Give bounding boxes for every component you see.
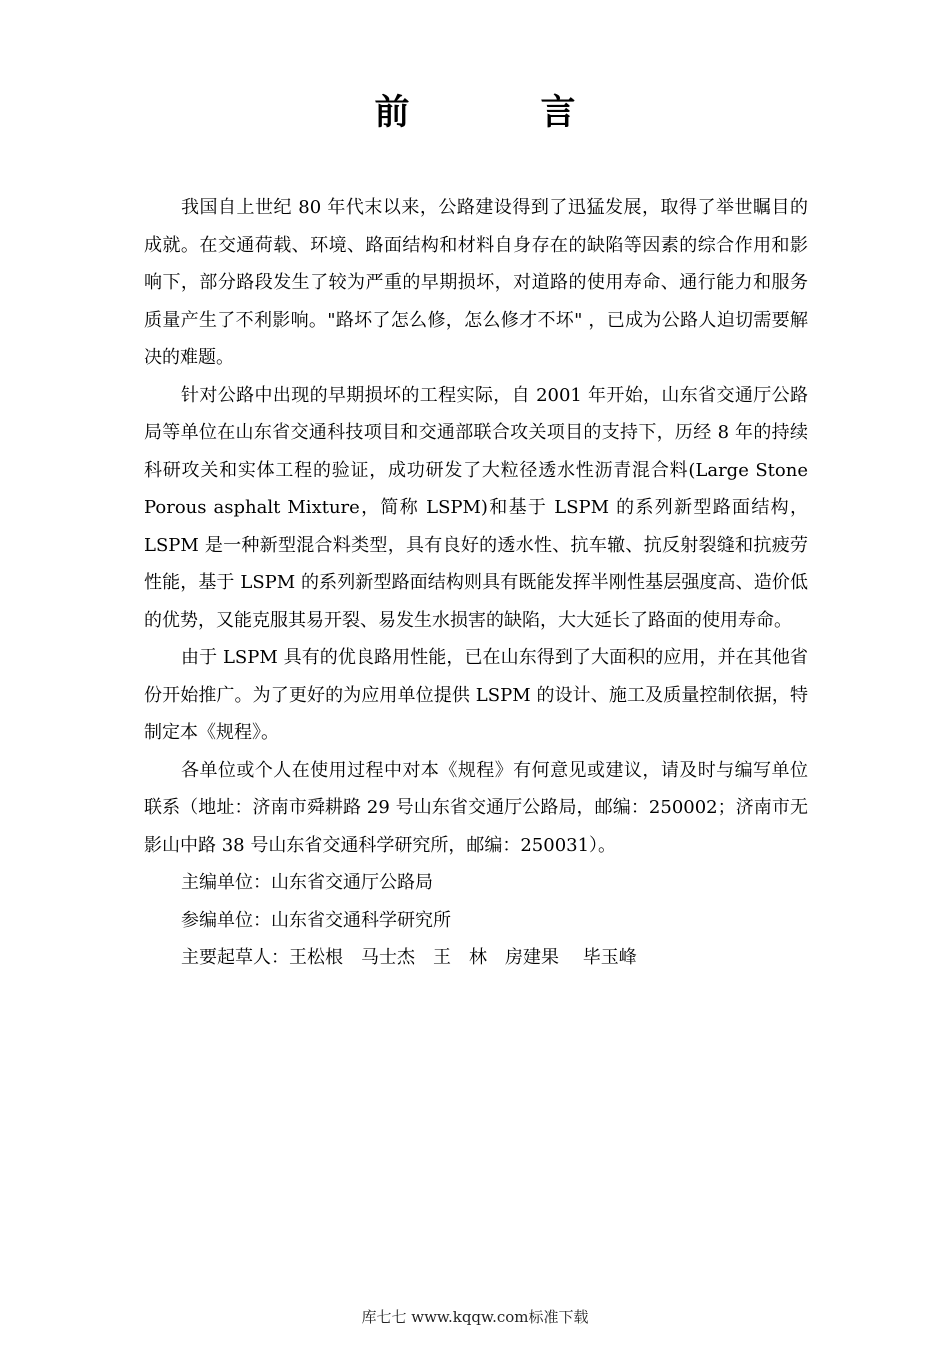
- main-drafters: 主要起草人：王松根 马士杰 王 林 房建果 毕玉峰: [181, 947, 637, 968]
- paragraph-3: 由于 LSPM 具有的优良路用性能，已在山东得到了大面积的应用，并在其他省份开始推广。为了更好的为应用单位提供 LSPM 的设计、施工及质量控制依据，特制定本《规程》。: [144, 647, 808, 743]
- page-title: 前 言: [374, 93, 624, 133]
- paragraph-2: 针对公路中出现的早期损坏的工程实际，自 2001 年开始，山东省交通厅公路局等单位在山东省交通科技项目和交通部联合攻关项目的支持下，历经 8 年的持续科研攻关和实体工程的验证，成功研发了大粒径透水性沥青混合料(Large Stone Porous asphalt Mixture，简称 LSPM)和基于 LSPM 的系列新型路面结构，LSPM 是一种新型混合料类型，具有良好的透水性、抗车辙、抗反射裂缝和抗疲劳性能，基于 LSPM 的系列新型路面结构则具有既能发挥半刚性基层强度高、造价低的优势，又能克服其易开裂、易发生水损害的缺陷，大大延长了路面的使用寿命。: [144, 384, 808, 631]
- paragraph-1: 我国自上世纪 80 年代末以来，公路建设得到了迅猛发展，取得了举世瞩目的成就。在交通荷载、环境、路面结构和材料自身存在的缺陷等因素的综合作用和影响下，部分路段发生了较为严重的早期损坏，对道路的使用寿命、通行能力和服务质量产生了不利影响。"路坏了怎么修，怎么修才不坏" ，已成为公路人迫切需要解决的难题。: [144, 197, 808, 368]
- paragraph-4: 各单位或个人在使用过程中对本《规程》有何意见或建议，请及时与编写单位联系（地址：济南市舜耕路 29 号山东省交通厅公路局，邮编：250002；济南市无影山中路 38 号山东省交通科学研究所，邮编：250031）。: [144, 759, 808, 856]
- document-body: [144, 189, 808, 977]
- co-editor-unit: 参编单位：山东省交通科学研究所: [181, 909, 451, 931]
- chief-editor-unit: 主编单位：山东省交通厅公路局: [181, 872, 433, 893]
- page-footer: 库七七 www.kqqw.com标准下载: [361, 1308, 589, 1326]
